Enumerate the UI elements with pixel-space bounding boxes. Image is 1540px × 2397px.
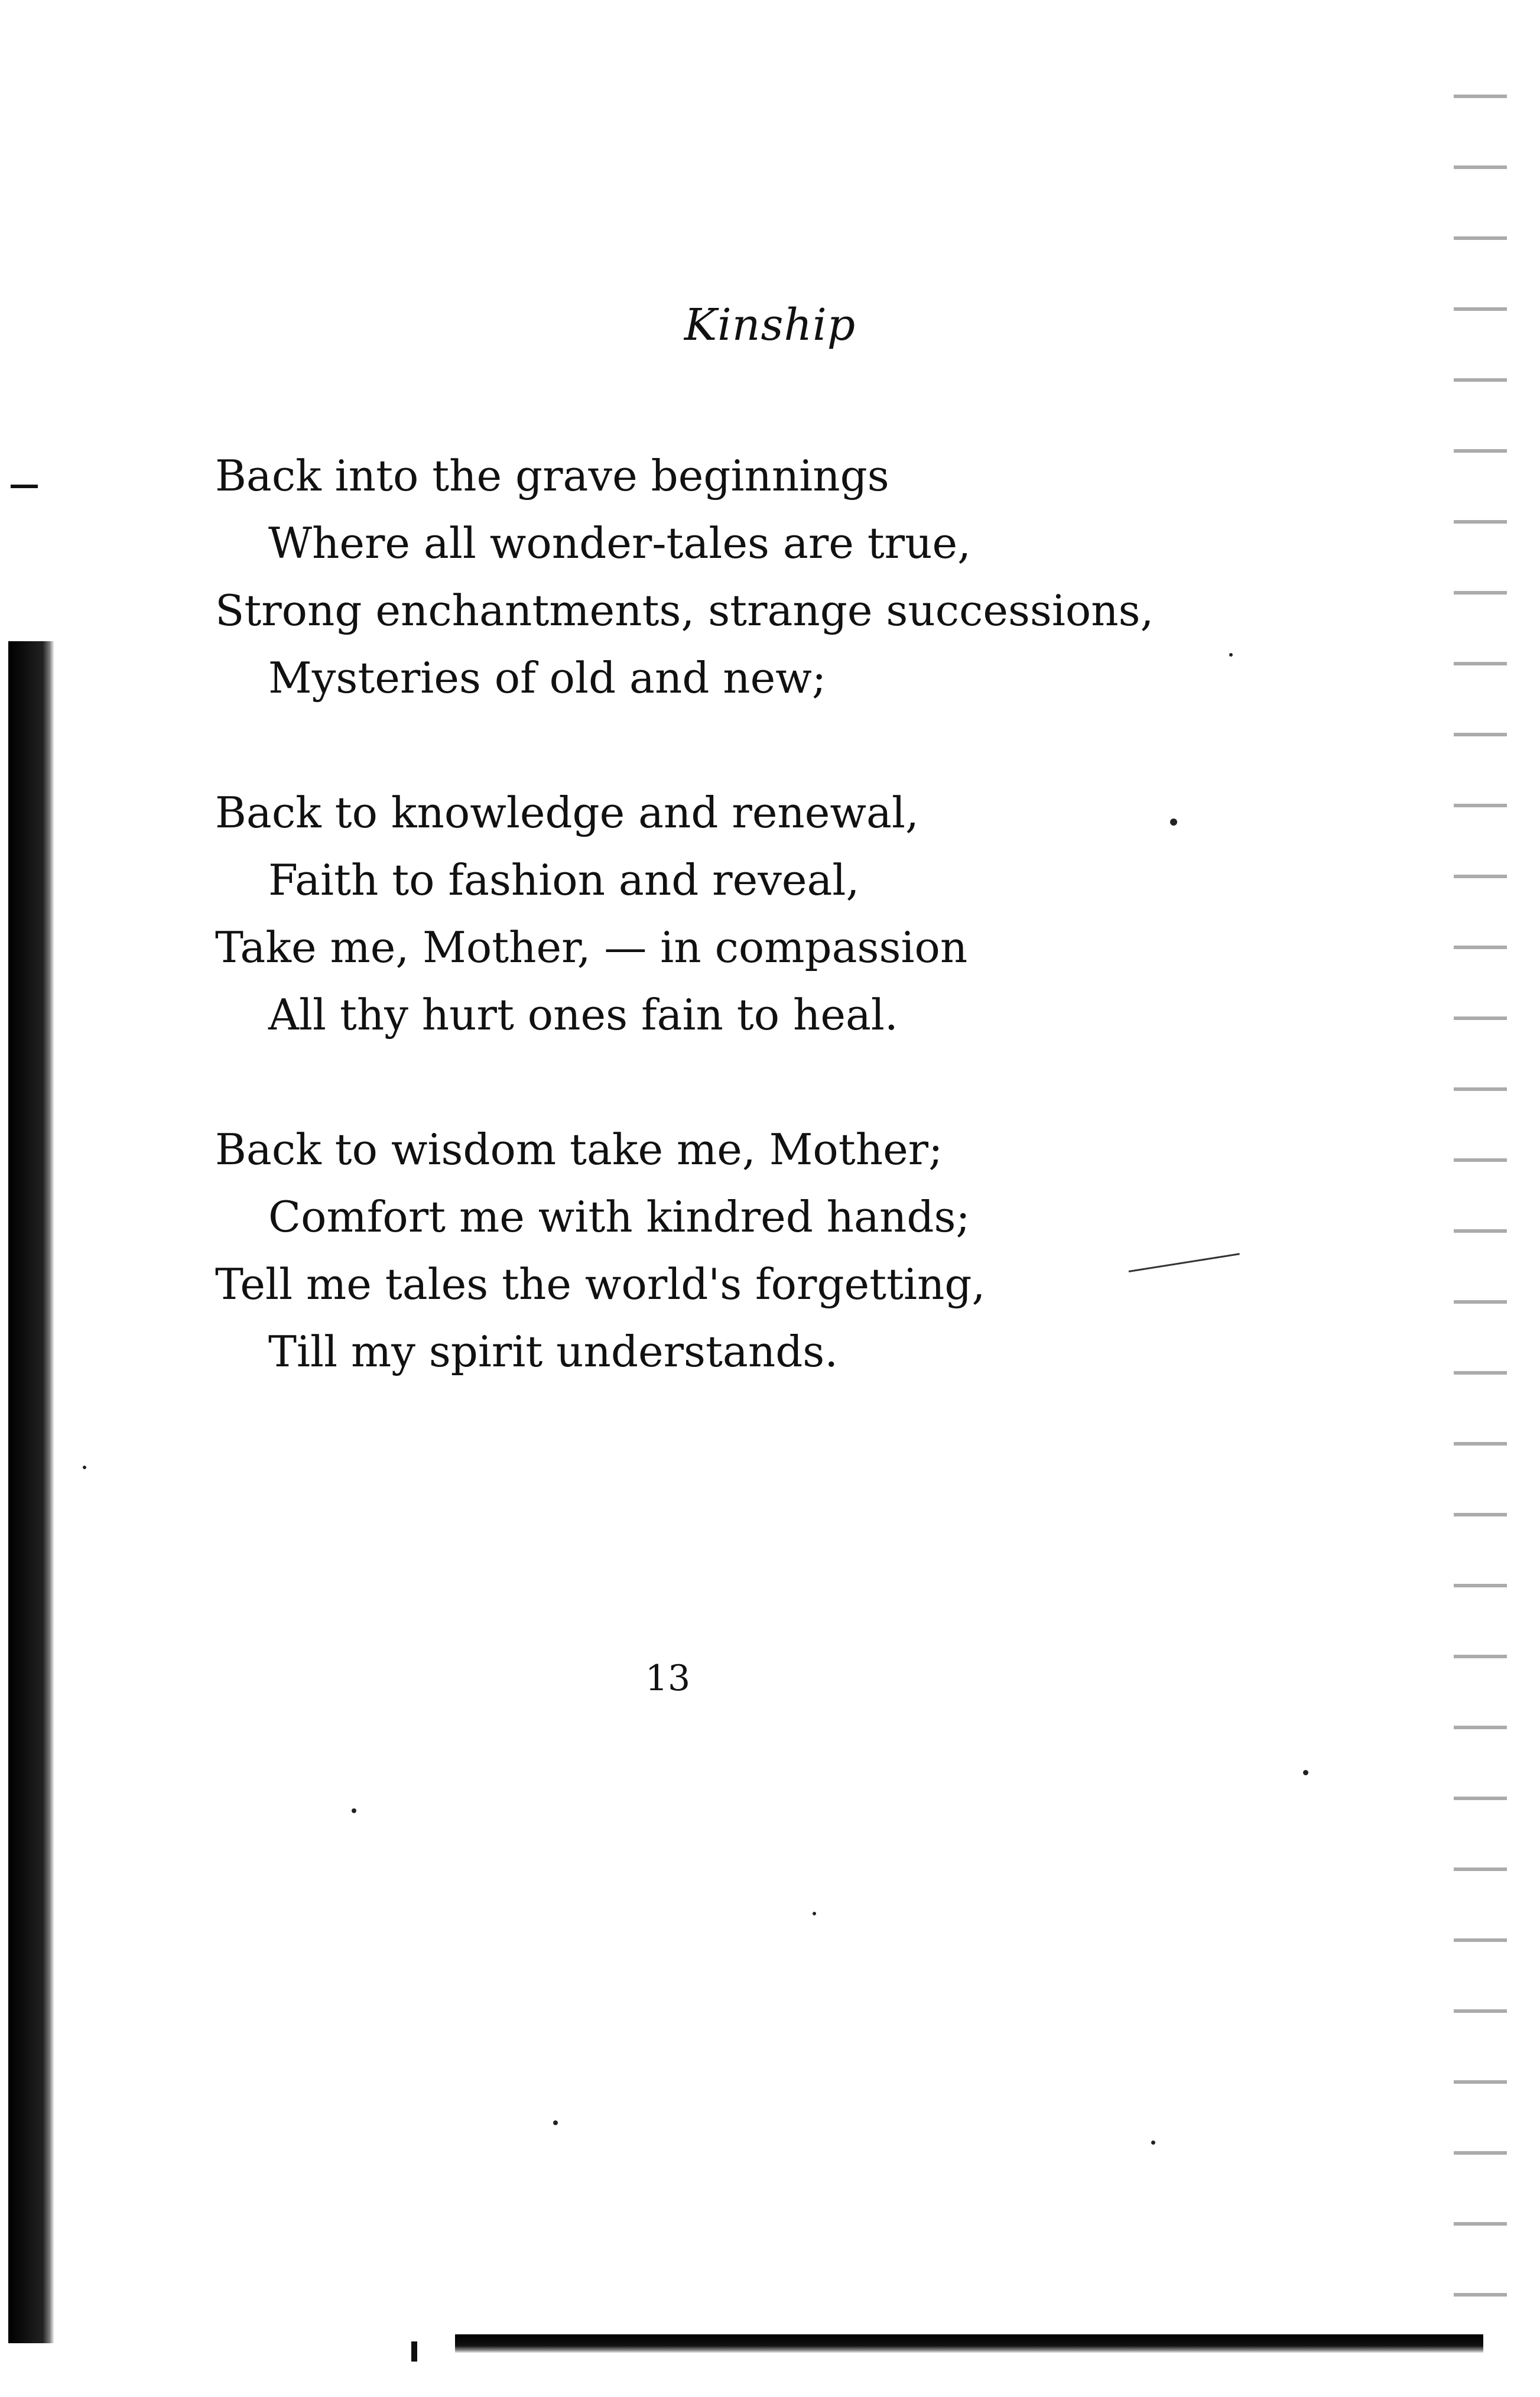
poem-line: All thy hurt ones fain to heal. [268,990,898,1040]
poem-line: Till my spirit understands. [268,1327,839,1376]
poem-line: Comfort me with kindred hands; [268,1192,970,1242]
speck [813,1912,816,1915]
poem-line: Back to knowledge and renewal, [215,788,919,837]
speck [1151,2141,1155,2145]
speck [83,1466,86,1469]
poem-line: Mysteries of old and new; [268,653,827,703]
page-edge-artifact [1454,71,1507,2352]
stanza-1 [215,442,1279,712]
poem-title: Kinship [684,300,856,350]
speck [1303,1770,1308,1775]
poem-line: Back into the grave beginnings [215,451,889,501]
binding-shadow [8,641,54,2343]
poem-line: Take me, Mother, — in compassion [215,923,968,972]
speck [553,2120,558,2125]
bottom-edge-shadow [455,2334,1483,2353]
poem-body [215,442,1279,1453]
poem-line: Back to wisdom take me, Mother; [215,1125,943,1174]
poem-line: Faith to fashion and reveal, [268,855,860,905]
margin-mark [11,485,38,488]
stanza-2 [215,779,1279,1048]
poem-line: Tell me tales the world's forgetting, [215,1259,986,1309]
page-number: 13 [645,1658,691,1699]
poem-line: Strong enchantments, strange successions, [215,586,1154,635]
speck [352,1808,356,1813]
bottom-tick-mark [411,2341,417,2362]
poem-line: Where all wonder-tales are true, [268,518,971,568]
stanza-3 [215,1116,1279,1385]
